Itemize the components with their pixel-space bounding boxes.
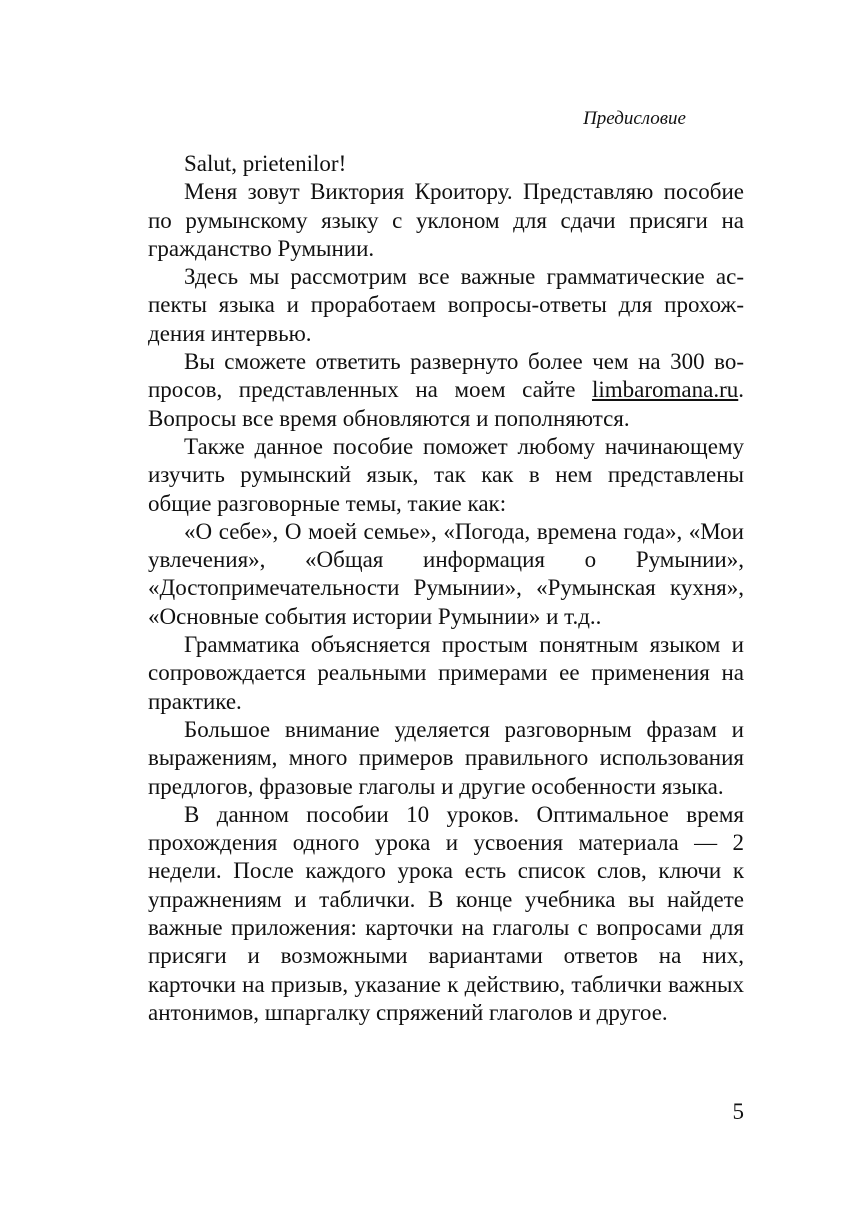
running-head: Предисловие [583,108,686,129]
greeting-paragraph: Salut, prietenilor! [184,151,347,176]
grammar-aspects-paragraph: Здесь мы рассмотрим все важные грамматические аспекты языка и проработаем вопросы-ответы для прохождения интервью. [148,264,744,346]
general-use-paragraph: Также данное пособие поможет любому начинающему изучить румынский язык, так как в нем представлены общие разговорные темы, такие как: [148,433,744,516]
site-link[interactable]: limbaromana.ru [591,377,739,403]
topics-paragraph: «О себе», О моей семье», «Погода, времена года», «Мои увлечения», «Общая информация о Румынии», «Достопримечательности Румынии», «Румынская кухня», «Основные события истории Румынии» и т.д.. [148,518,744,629]
page-number: 5 [732,1099,744,1124]
preface-text [148,150,744,1027]
intro-paragraph: Меня зовут Виктория Кроитору. Представляю пособие по румынскому языку с уклоном для сдачи присяги на гражданство Румынии. [148,179,744,261]
questions-text-after-link: . Вопросы все время обновляются и пополняются. [148,377,744,431]
phrases-paragraph: Большое внимание уделяется разговорным фразам и выражениям, много примеров правильного использования предлогов, фразовые глаголы и другие особенности языка. [148,716,744,799]
questions-text-before-link: Вы сможете ответить развернуто более чем на 300 вопросов, представленных на моем сайте [148,349,744,403]
grammar-explained-paragraph: Грамматика объясняется простым понятным языком и сопровождается реальными примерами ее применения на практике. [148,632,744,714]
lessons-paragraph: В данном пособии 10 уроков. Оптимальное время прохождения одного урока и усвоения материала — 2 недели. После каждого урока есть список слов, ключи к упражнениям и таблички. В конце учебника вы найдете важные приложения: карточки на глаголы с вопросами для присяги и возможными вариантами ответов на них, карточки на призыв, указание к действию, таблички важных антонимов, шпаргалку спряжений глаголов и другое. [148,801,744,1025]
questions-paragraph [148,348,744,433]
